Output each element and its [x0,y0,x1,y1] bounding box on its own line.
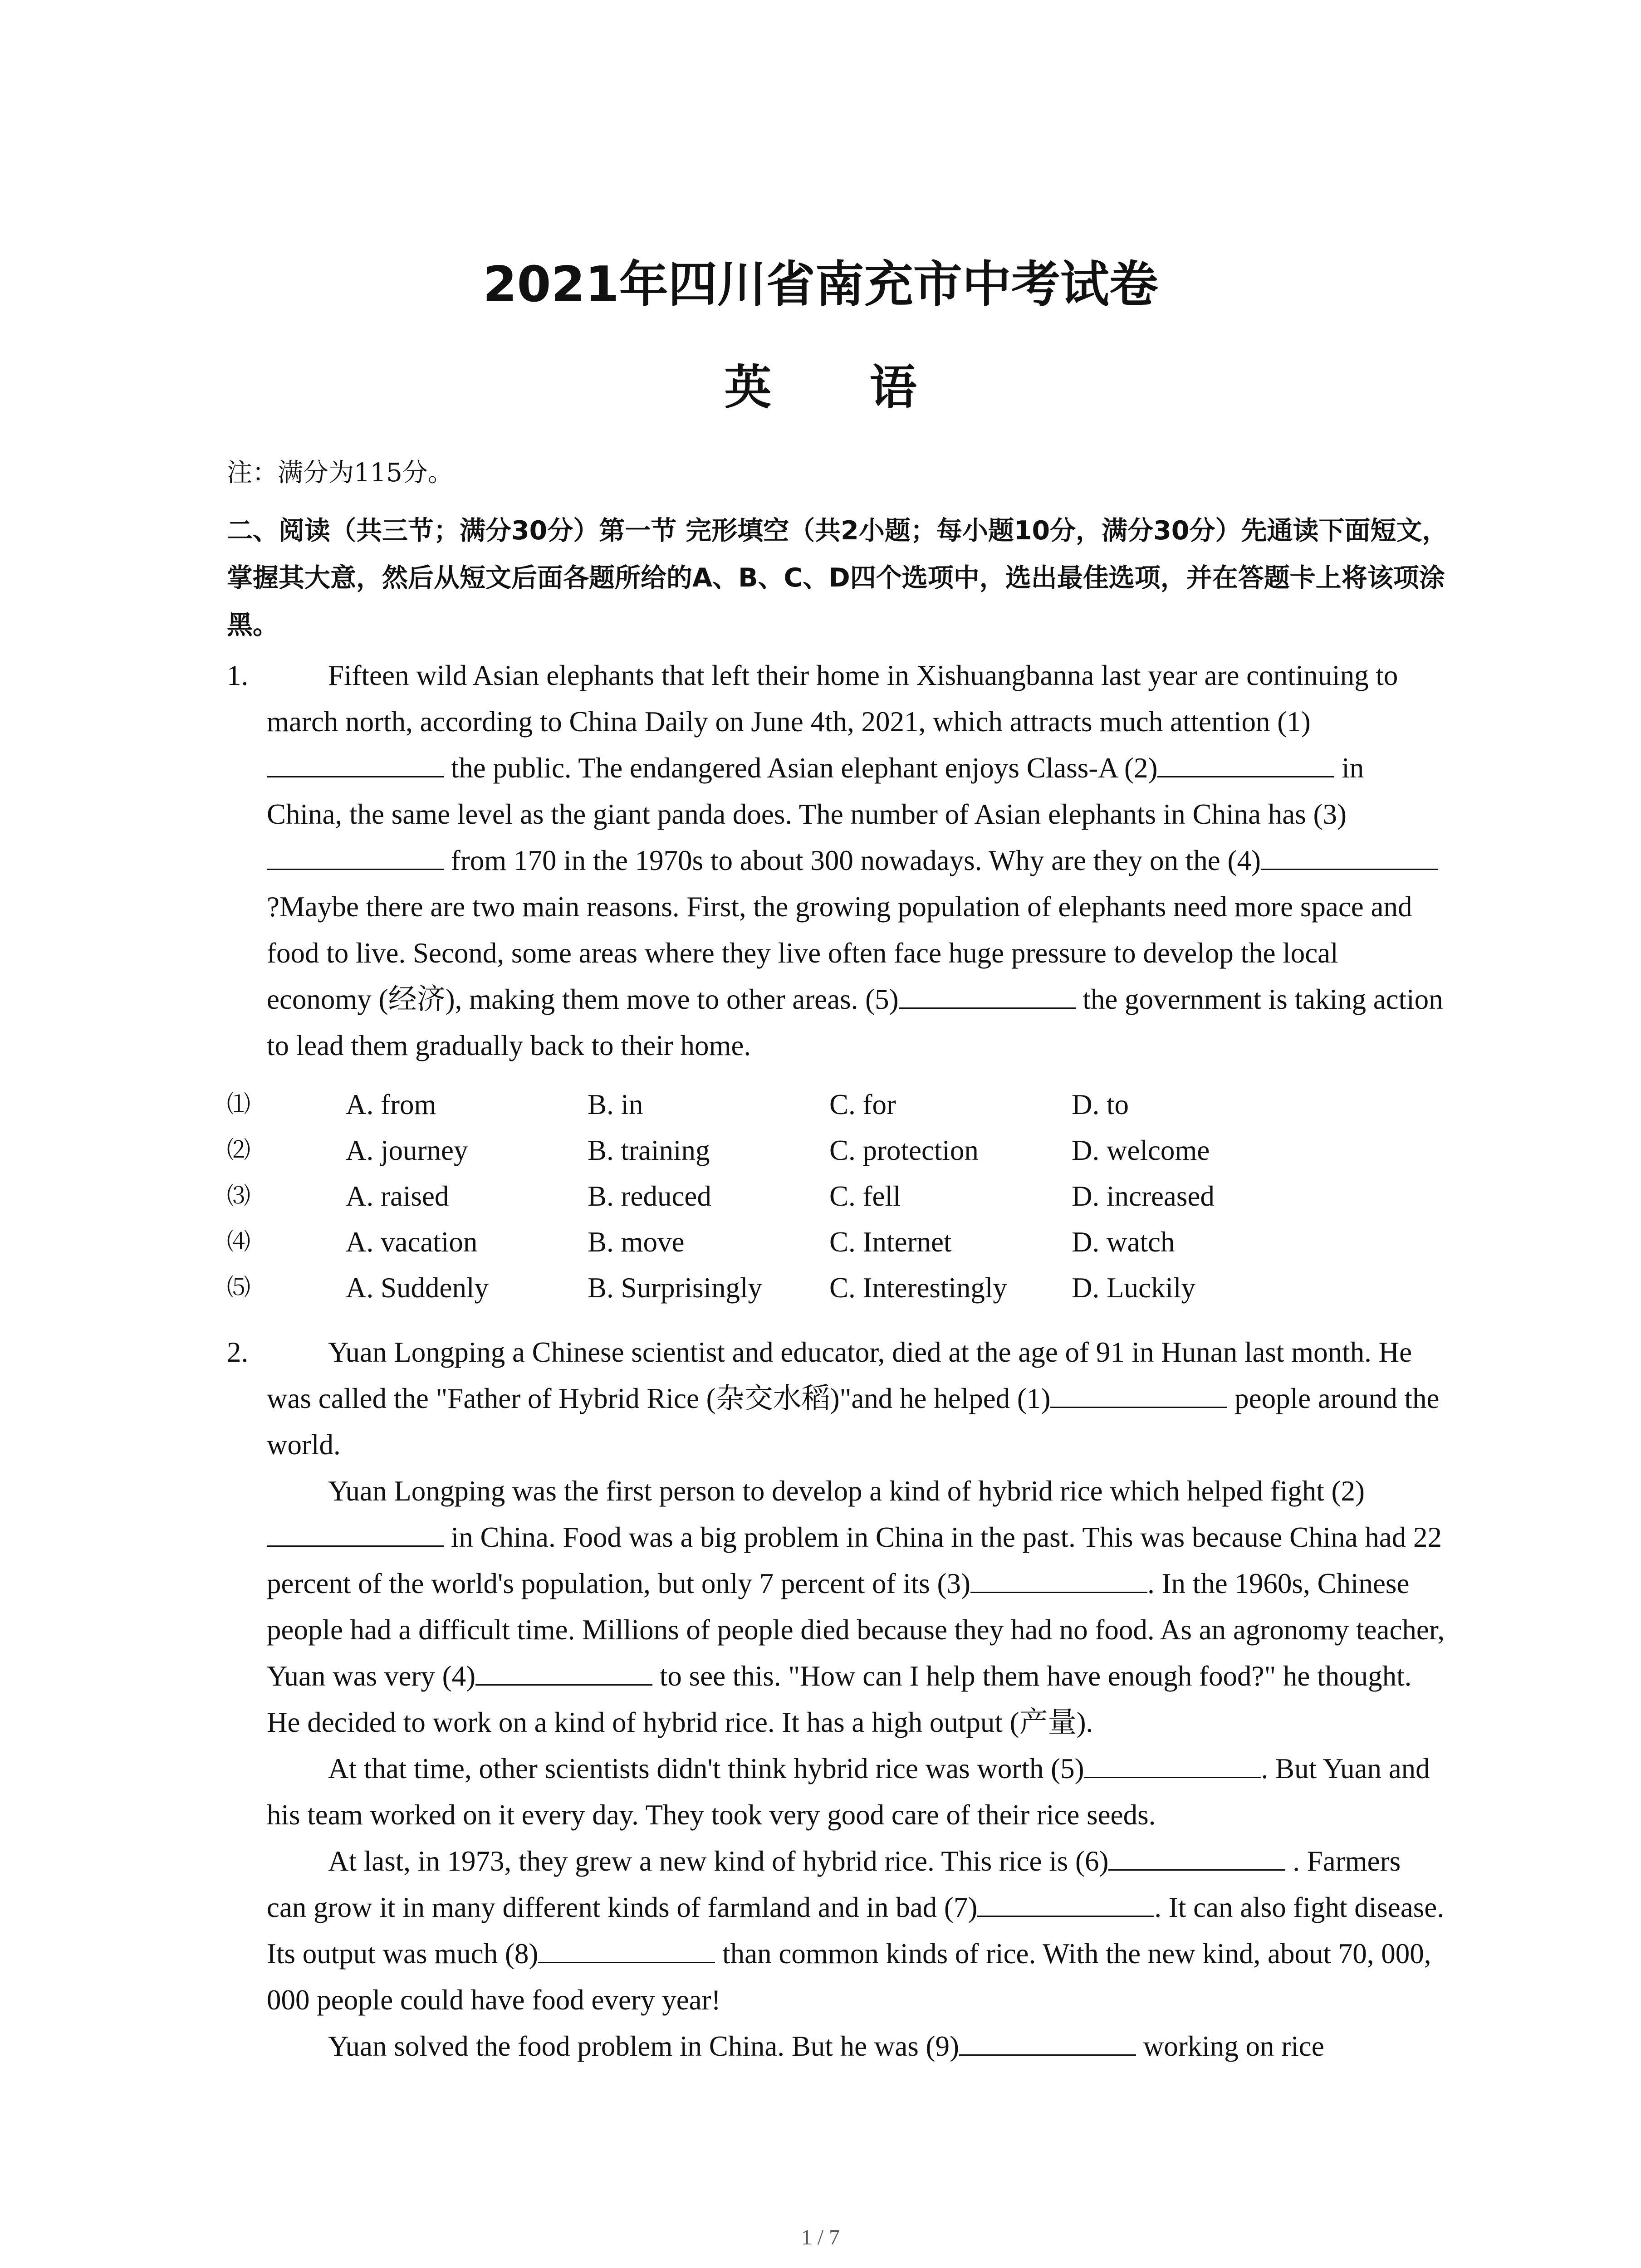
option-b[interactable]: B. Surprisingly [588,1272,763,1304]
answer-blank[interactable] [977,1892,1154,1917]
passage-text: At that time, other scientists didn't think hybrid rice was worth (5) [328,1753,1084,1784]
answer-blank[interactable] [1108,1846,1285,1871]
answer-blank[interactable] [959,2031,1136,2056]
passage-text: than common kinds of rice. With the new kind, about 70, 000, 000 people could have food every year! [267,1938,1431,2016]
option-number: ⑸ [227,1274,251,1301]
question-number: 1. [227,660,249,691]
answer-blank[interactable] [1084,1753,1261,1778]
option-c[interactable]: C. Internet [829,1226,952,1258]
option-a[interactable]: A. journey [346,1134,468,1166]
passage-text: in China. Food was a big problem in China in the past. This was because China had 22 percent of the world's population, but only 7 percent of its (3) [267,1521,1442,1599]
option-c[interactable]: C. for [829,1089,896,1120]
option-b[interactable]: B. move [588,1226,685,1258]
section-heading: 二、阅读（共三节；满分30分）第一节 完形填空（共2小题；每小题10分，满分30分）先通读下面短文，掌握其大意，然后从短文后面各题所给的A、B、C、D四个选项中，选出最佳选项，并在答题卡上将该项涂黑。 [227,516,1448,640]
option-row [227,1173,1452,1219]
passage-text: to see this. "How can I help them have enough food?" he thought. He decided to work on a kind of hybrid rice. It has a high output (产量). [267,1660,1412,1738]
option-c[interactable]: C. protection [829,1134,979,1166]
option-number: ⑴ [227,1091,251,1118]
question-passage [267,1329,1446,2069]
passage-text: . In the 1960s, Chinese people had a difficult time. Millions of people died because they had no food. As an agronomy teacher, Yuan was very (4) [267,1568,1445,1692]
passage-text: Yuan Longping was the first person to develop a kind of hybrid rice which helped fight (2) [328,1475,1365,1507]
passage-text: At last, in 1973, they grew a new kind of hybrid rice. This rice is (6) [328,1845,1109,1877]
option-c[interactable]: C. Interestingly [829,1272,1007,1304]
options-table [227,1082,1452,1311]
option-row [227,1265,1452,1311]
option-row [227,1219,1452,1265]
question-number: 2. [227,1336,249,1368]
answer-blank[interactable] [1157,753,1334,777]
option-b[interactable]: B. training [588,1134,710,1166]
option-d[interactable]: D. Luckily [1072,1272,1195,1304]
option-b[interactable]: B. in [588,1089,643,1120]
passage-text: people around the world. [267,1383,1440,1461]
passage-text: . Farmers can grow it in many different kinds of farmland and in bad (7) [267,1845,1401,1923]
answer-blank[interactable] [970,1568,1147,1593]
option-a[interactable]: A. from [346,1089,436,1120]
passage-text: from 170 in the 1970s to about 300 nowadays. Why are they on the (4) [444,845,1261,876]
option-number: ⑷ [227,1228,251,1256]
answer-blank[interactable] [1261,845,1438,870]
passage-text: the public. The endangered Asian elephant enjoys Class-A (2) [444,752,1158,784]
option-a[interactable]: A. raised [346,1180,449,1212]
option-b[interactable]: B. reduced [588,1180,711,1212]
option-number: ⑶ [227,1183,251,1210]
passage-text: Yuan solved the food problem in China. But he was (9) [328,2030,960,2062]
option-a[interactable]: A. vacation [346,1226,478,1258]
option-d[interactable]: D. welcome [1072,1134,1210,1166]
option-row [227,1082,1452,1128]
answer-blank[interactable] [267,753,444,777]
exam-title: 2021年四川省南充市中考试卷 [483,256,1158,313]
answer-blank[interactable] [267,1522,444,1547]
option-number: ⑵ [227,1137,251,1164]
option-d[interactable]: D. watch [1072,1226,1175,1258]
question-passage [267,652,1446,1069]
option-d[interactable]: D. increased [1072,1180,1215,1212]
score-note: 注：满分为115分。 [227,458,453,488]
passage-text: . It can also fight disease. Its output was much (8) [267,1892,1444,1970]
page-number: 1 / 7 [801,2225,840,2249]
passage-text: working on rice [1136,2030,1324,2062]
passage-text: . But Yuan and his team worked on it every day. They took very good care of their rice seeds. [267,1753,1430,1831]
answer-blank[interactable] [475,1661,652,1686]
passage-text: Yuan Longping a Chinese scientist and educator, died at the age of 91 in Hunan last month. He was called the "Father of Hybrid Rice (杂交水稻)"and he helped (1) [267,1336,1412,1414]
passage-text: ?Maybe there are two main reasons. First, the growing population of elephants need more space and food to live. Second, some areas where they live often face huge pressure to develop the local economy (经济), making them move to other areas. (5) [267,891,1412,1015]
answer-blank[interactable] [267,845,444,870]
passage-text: in China, the same level as the giant panda does. The number of Asian elephants in China has (3) [267,752,1364,830]
option-d[interactable]: D. to [1072,1089,1129,1120]
passage-text: the government is taking action to lead them gradually back to their home. [267,983,1443,1061]
option-c[interactable]: C. fell [829,1180,901,1212]
answer-blank[interactable] [1050,1383,1227,1408]
passage-text: Fifteen wild Asian elephants that left their home in Xishuangbanna last year are continuing to march north, according to China Daily on June 4th, 2021, which attracts much attention (1) [267,660,1398,738]
option-a[interactable]: A. Suddenly [346,1272,489,1304]
option-row [227,1128,1452,1173]
answer-blank[interactable] [899,984,1076,1009]
exam-subject: 英 语 [724,360,958,415]
answer-blank[interactable] [538,1938,715,1963]
